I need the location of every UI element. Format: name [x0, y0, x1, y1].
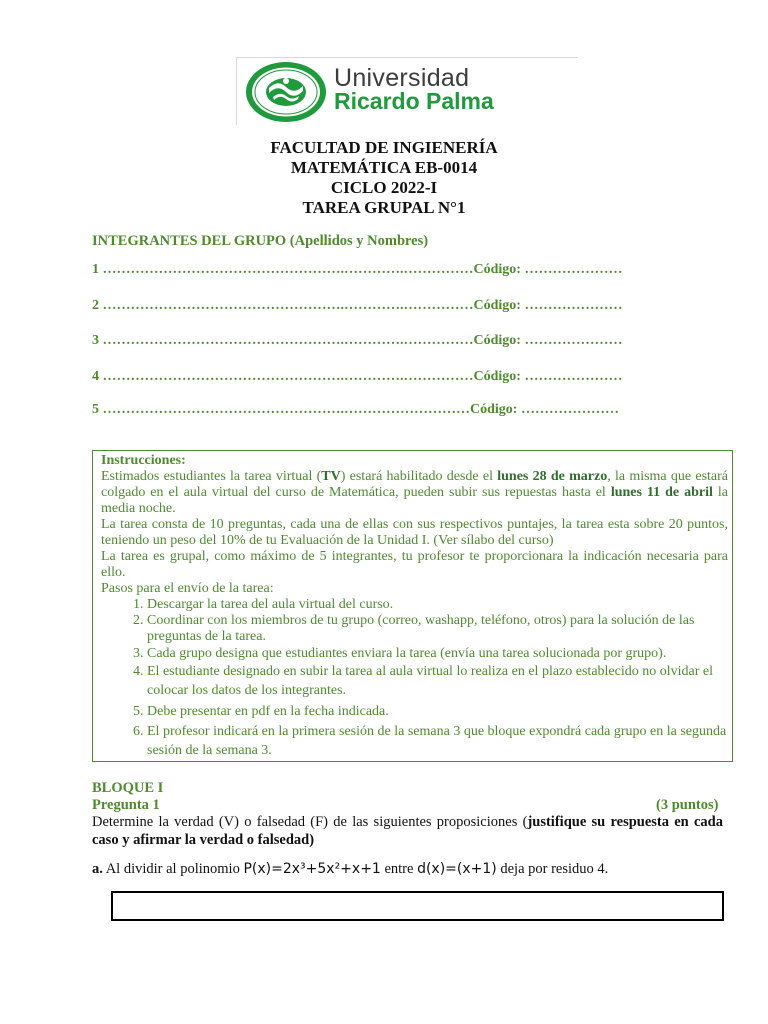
question-title: Pregunta 1	[92, 797, 160, 813]
item-text-2: entre	[384, 861, 414, 877]
item-label: a.	[92, 861, 103, 877]
member-row-4[interactable]: 4 …………………………………………….………….……………Código: …………………	[92, 369, 623, 384]
faculty-title: FACULTAD DE INGIENERÍA	[270, 138, 498, 157]
steps-list	[101, 597, 728, 760]
step-item-2: 2. Coordinar con los miembros de tu grupo (correo, washapp, teléfono, otros) para la solución de las preguntas de la tarea.	[147, 613, 728, 645]
step-item-5: 5. Debe presentar en pdf en la fecha indicada.	[147, 703, 728, 720]
university-logo	[236, 57, 578, 125]
step-item-1: 1. Descargar la tarea del aula virtual del curso.	[147, 597, 728, 613]
instructions-p1-text-d: la media noche.	[101, 485, 728, 516]
instructions-p1-text-a: Estimados estudiantes la tarea virtual (	[101, 469, 322, 484]
instructions-paragraph-3: La tarea es grupal, como máximo de 5 integrantes, tu profesor te proporcionara la indicación necesaria para ello.	[101, 549, 728, 580]
step-item-6: 6. El profesor indicará en la primera sesión de la semana 3 que bloque expondrá cada grupo en la segunda sesión de la semana 3.	[147, 722, 728, 760]
document-header	[0, 138, 768, 218]
instructions-p1-tv: TV	[321, 469, 341, 484]
instructions-box	[92, 450, 733, 762]
question-prompt	[92, 813, 723, 849]
steps-title: Pasos para el envío de la tarea:	[101, 581, 274, 596]
logo-name-line1: Universidad	[334, 64, 470, 92]
cycle-title: CICLO 2022-I	[330, 178, 438, 197]
instructions-title: Instrucciones:	[101, 453, 186, 468]
bloque-title: BLOQUE I	[92, 780, 164, 796]
instructions-paragraph-1	[101, 469, 728, 517]
item-divisor: d(x)=(x+1)	[417, 861, 497, 877]
instructions-paragraph-2: La tarea consta de 10 preguntas, cada una de ellas con sus respectivos puntajes, la tarea esta sobre 20 puntos, teniendo un peso del 10% de tu Evaluación de la Unidad I. (Ver sílabo del curso)	[101, 517, 728, 548]
step-item-4: 4. El estudiante designado en subir la tarea al aula virtual lo realiza en el plazo establecido no olvidar el colocar los datos de los integrantes.	[147, 662, 728, 700]
question-item-a	[92, 861, 608, 878]
task-title: TAREA GRUPAL N°1	[302, 198, 466, 217]
instructions-p1-text-c: , la misma que estará colgado en el aula virtual del curso de Matemática, pueden subir sus repuestas hasta el	[101, 469, 728, 500]
answer-box[interactable]	[111, 891, 724, 921]
university-seal-icon	[245, 61, 327, 123]
question-prompt-bold: justifique su respuesta en cada caso y afirmar la verdad o falsedad)	[92, 814, 723, 848]
question-points: (3 puntos)	[656, 797, 719, 813]
instructions-p1-end-date: lunes 11 de abril	[610, 485, 713, 500]
item-text-1: Al dividir al polinomio	[105, 861, 240, 877]
item-polynomial: P(x)=2x³+5x²+x+1	[243, 861, 381, 877]
question-prompt-text: Determine la verdad (V) o falsedad (F) de las siguientes proposiciones (	[92, 814, 528, 830]
members-heading: INTEGRANTES DEL GRUPO (Apellidos y Nombres)	[92, 233, 429, 249]
instructions-p1-text-b: ) estará habilitado desde el	[340, 469, 498, 484]
member-row-3[interactable]: 3 …………………………………………….………….……………Código: …………………	[92, 333, 623, 348]
logo-name-line2: Ricardo Palma	[334, 88, 494, 114]
step-item-3: 3. Cada grupo designa que estudiantes enviara la tarea (envía una tarea solucionada por grupo).	[147, 646, 728, 662]
member-row-2[interactable]: 2 …………………………………………….………….……………Código: …………………	[92, 298, 623, 313]
item-text-3: deja por residuo 4.	[500, 861, 609, 877]
instructions-p1-start-date: lunes 28 de marzo	[497, 469, 608, 484]
member-row-1[interactable]: 1 …………………………………………….………….……………Código: …………………	[92, 262, 623, 277]
course-title: MATEMÁTICA EB-0014	[290, 158, 478, 177]
member-row-5[interactable]: 5 …………………………………………….………………………Código: …………………	[92, 402, 619, 417]
